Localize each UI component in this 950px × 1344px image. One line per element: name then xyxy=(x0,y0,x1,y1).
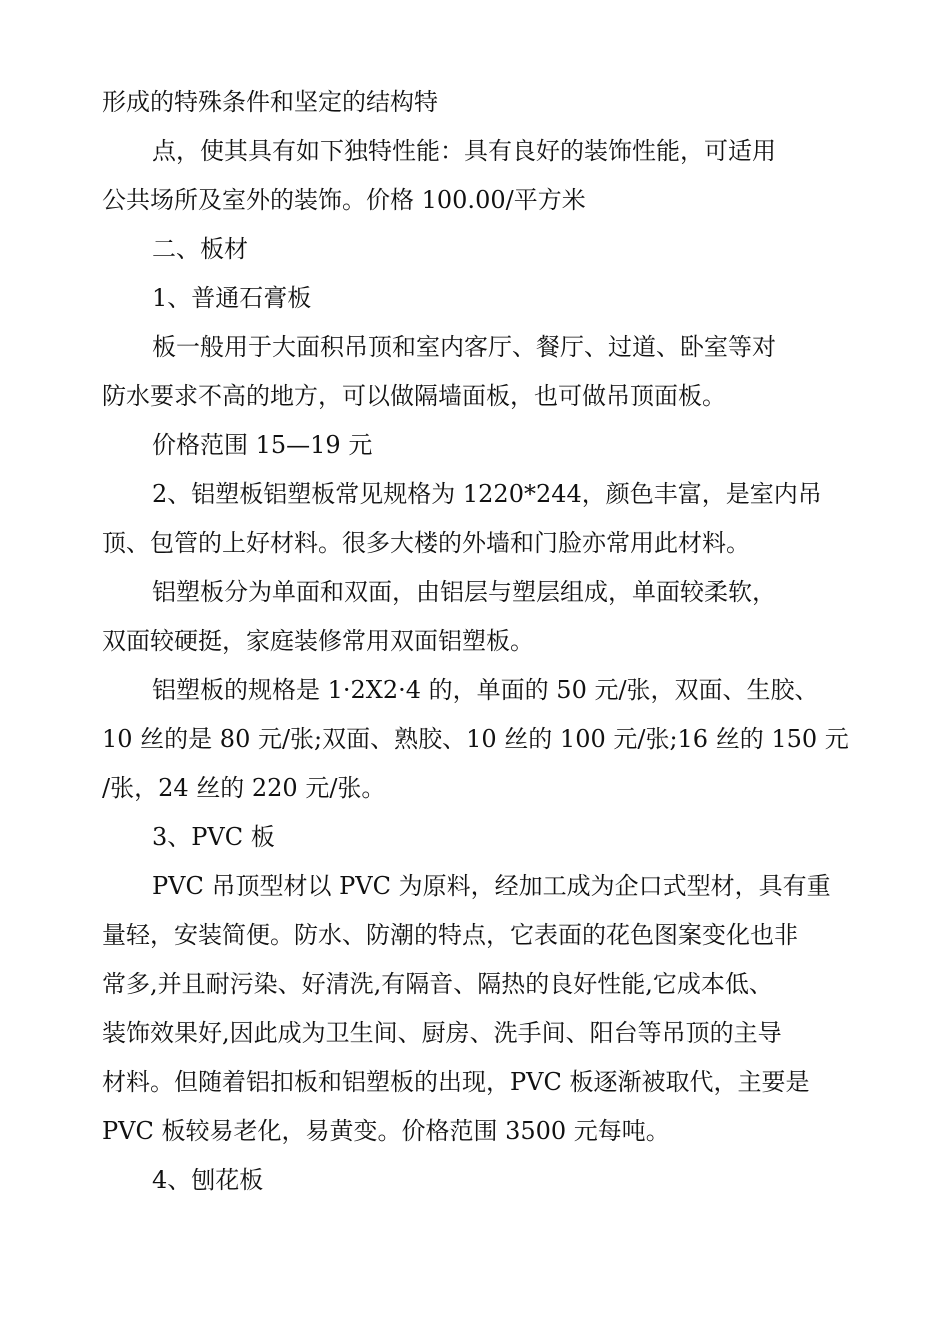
text-line-1: 形成的特殊条件和坚定的结构特 xyxy=(102,88,438,116)
text-line-10: 双面较硬挺，家庭装修常用双面铝塑板。 xyxy=(102,627,534,655)
text-line-11: 铝塑板的规格是 1·2X2·4 的，单面的 50 元/张，双面、生胶、 xyxy=(152,676,819,704)
text-line-17: 装饰效果好,因此成为卫生间、厨房、洗手间、阳台等吊顶的主导 xyxy=(102,1019,782,1047)
text-line-14: PVC 吊顶型材以 PVC 为原料，经加工成为企口式型材，具有重 xyxy=(152,872,831,900)
subheading-particle-board: 4、刨花板 xyxy=(152,1166,264,1194)
text-line-19: PVC 板较易老化，易黄变。价格范围 3500 元每吨。 xyxy=(102,1117,670,1145)
text-line-9: 铝塑板分为单面和双面，由铝层与塑层组成，单面较柔软， xyxy=(152,578,776,606)
text-line-13: /张，24 丝的 220 元/张。 xyxy=(102,774,386,802)
subheading-pvc-board: 3、PVC 板 xyxy=(152,823,275,851)
text-line-18: 材料。但随着铝扣板和铝塑板的出现，PVC 板逐渐被取代，主要是 xyxy=(102,1068,810,1096)
text-line-6: 价格范围 15—19 元 xyxy=(152,431,373,459)
text-line-3: 公共场所及室外的装饰。价格 100.00/平方米 xyxy=(102,186,586,214)
subheading-gypsum-board: 1、普通石膏板 xyxy=(152,284,312,312)
text-line-2: 点，使其具有如下独特性能：具有良好的装饰性能，可适用 xyxy=(152,137,776,165)
text-line-15: 量轻，安装简便。防水、防潮的特点，它表面的花色图案变化也非 xyxy=(102,921,798,949)
text-line-16: 常多,并且耐污染、好清洗,有隔音、隔热的良好性能,它成本低、 xyxy=(102,970,773,998)
text-line-12: 10 丝的是 80 元/张;双面、熟胶、10 丝的 100 元/张;16 丝的 150 元 xyxy=(102,725,849,753)
text-line-7: 2、铝塑板铝塑板常见规格为 1220*244，颜色丰富，是室内吊 xyxy=(152,480,822,508)
section-heading-plates: 二、板材 xyxy=(152,235,248,263)
text-line-4: 板一般用于大面积吊顶和室内客厅、餐厅、过道、卧室等对 xyxy=(152,333,776,361)
text-line-5: 防水要求不高的地方，可以做隔墙面板，也可做吊顶面板。 xyxy=(102,382,726,410)
document-body xyxy=(102,78,849,1205)
text-line-8: 顶、包管的上好材料。很多大楼的外墙和门脸亦常用此材料。 xyxy=(102,529,750,557)
